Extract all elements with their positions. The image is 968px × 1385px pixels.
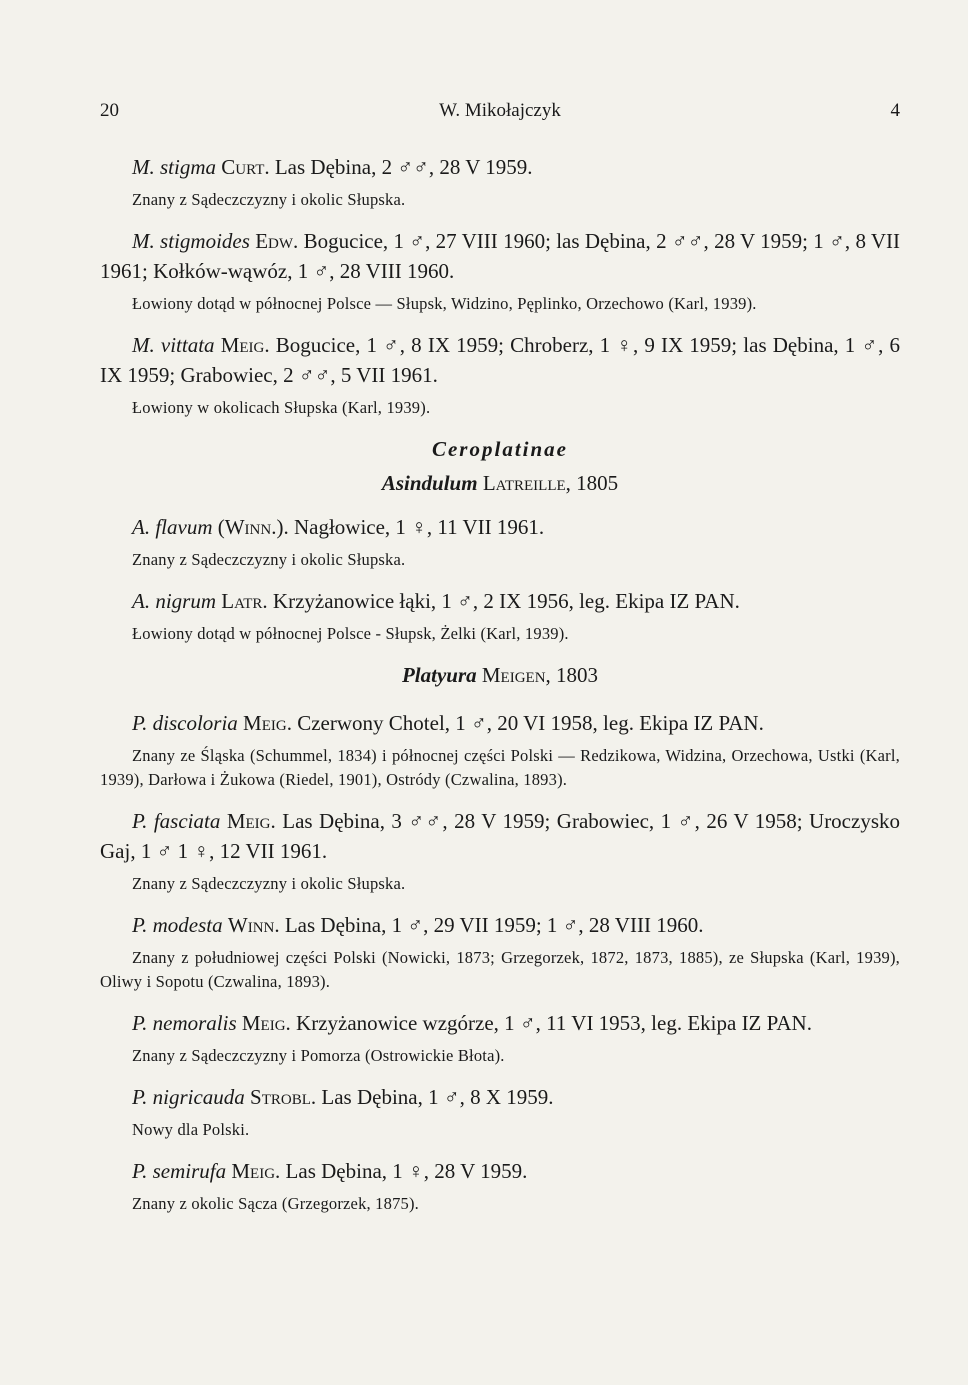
species-author: Winn. [227,913,280,937]
species-author: Latr. [221,589,268,613]
species-name: A. nigrum [132,589,216,613]
species-record [100,708,900,738]
main-text [100,152,900,1230]
species-record [100,226,900,286]
species-record [100,1082,900,1112]
genus-name: Platyura [401,663,477,687]
page-number: 20 [100,100,119,121]
record-text: Bogucice, 1 ♂, 8 IX 1959; Chroberz, 1 ♀, 9 IX 1959; las Dębina, 1 ♂, 6 IX 1959; Grabowiec, 2 ♂♂, 5 VII 1961. [100,333,901,387]
distribution-note: Łowiony dotąd w północnej Polsce — Słupsk, Widzino, Pęplinko, Orzechowo (Karl, 1939). [132,294,757,313]
species-name: P. nigricauda [132,1085,245,1109]
distribution-note: Znany z okolic Sącza (Grzegorzek, 1875). [132,1194,420,1213]
species-record [100,512,900,542]
species-name: P. discoloria [132,711,238,735]
record-text: Las Dębina, 1 ♂, 8 X 1959. [316,1085,554,1109]
species-author: Curt. [221,155,270,179]
subfamily-heading: Ceroplatinae [431,437,568,461]
species-author: Strobl. [250,1085,317,1109]
species-record [100,330,900,390]
species-record [100,1008,900,1038]
distribution-note: Nowy dla Polski. [132,1120,250,1139]
record-text: Las Dębina, 1 ♂, 29 VII 1959; 1 ♂, 28 VIII 1960. [279,913,704,937]
species-record [100,152,900,182]
running-header [100,100,900,128]
species-name: P. modesta [132,913,223,937]
distribution-note: Znany ze Śląska (Schummel, 1834) i północnej części Polski — Redzikowa, Widzina, Orzechowa, Ustki (Karl, 1939), Darłowa i Żukowa (Riedel, 1901), Ostródy (Czwalina, 1893). [100,746,900,789]
record-text: Bogucice, 1 ♂, 27 VIII 1960; las Dębina, 2 ♂♂, 28 V 1959; 1 ♂, 8 VII 1961; Kołków-wąwóz, 1 ♂, 28 VIII 1960. [100,229,901,283]
record-text: Las Dębina, 1 ♀, 28 V 1959. [280,1159,528,1183]
species-name: M. stigmoides [132,229,250,253]
record-text: Krzyżanowice łąki, 1 ♂, 2 IX 1956, leg. Ekipa IZ PAN. [267,589,740,613]
species-author: (Winn.). [217,515,289,539]
species-author: Meig. [243,711,292,735]
species-author: Edw. [255,229,299,253]
species-name: P. fasciata [132,809,221,833]
species-record [100,1156,900,1186]
genus-author: Latreille, 1805 [482,471,619,495]
species-name: M. vittata [132,333,215,357]
species-author: Meig. [220,333,270,357]
genus-heading [100,468,900,498]
species-author: Meig. [226,809,276,833]
genus-heading [100,660,900,690]
distribution-note: Znany z Sądeczczyzny i okolic Słupska. [132,874,406,893]
distribution-note: Znany z Sądeczczyzny i okolic Słupska. [132,550,406,569]
species-author: Meig. [241,1011,291,1035]
distribution-note: Znany z południowej części Polski (Nowicki, 1873; Grzegorzek, 1872, 1873, 1885), ze Słupska (Karl, 1939), Oliwy i Sopotu (Czwalina, 1893). [100,948,900,991]
species-record [100,910,900,940]
species-record [100,806,900,866]
record-text: Nagłowice, 1 ♀, 11 VII 1961. [288,515,545,539]
species-record [100,586,900,616]
distribution-note: Łowiony w okolicach Słupska (Karl, 1939). [132,398,431,417]
distribution-note: Łowiony dotąd w północnej Polsce - Słupsk, Żelki (Karl, 1939). [132,624,569,643]
chapter-number: 4 [890,100,900,121]
distribution-note: Znany z Sądeczczyzny i okolic Słupska. [132,190,406,209]
genus-author: Meigen, 1803 [481,663,599,687]
record-text: Las Dębina, 3 ♂♂, 28 V 1959; Grabowiec, 1 ♂, 26 V 1958; Uroczysko Gaj, 1 ♂ 1 ♀, 12 VII 1961. [100,809,900,863]
distribution-note: Znany z Sądeczczyzny i Pomorza (Ostrowickie Błota). [132,1046,505,1065]
genus-name: Asindulum [381,471,478,495]
species-name: P. nemoralis [132,1011,237,1035]
species-name: M. stigma [132,155,216,179]
record-text: Czerwony Chotel, 1 ♂, 20 VI 1958, leg. Ekipa IZ PAN. [291,711,764,735]
record-text: Krzyżanowice wzgórze, 1 ♂, 11 VI 1953, leg. Ekipa IZ PAN. [290,1011,812,1035]
species-author: Meig. [231,1159,281,1183]
running-author: W. Mikołajczyk [439,100,561,121]
species-name: P. semirufa [132,1159,227,1183]
species-name: A. flavum [132,515,213,539]
record-text: Las Dębina, 2 ♂♂, 28 V 1959. [269,155,533,179]
